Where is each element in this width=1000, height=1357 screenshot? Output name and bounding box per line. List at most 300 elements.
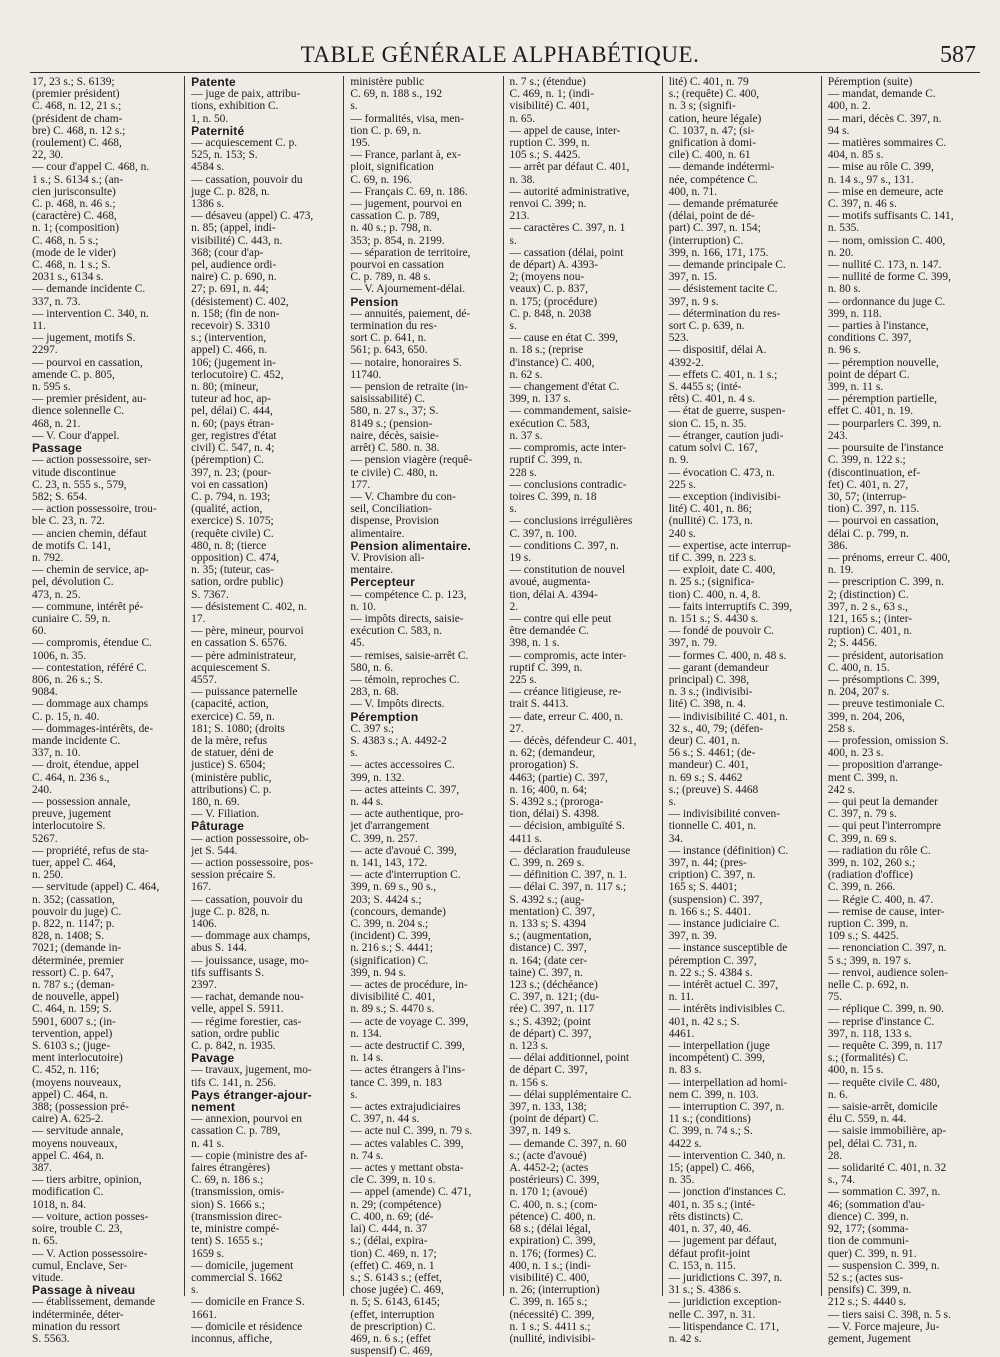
entry-line: — mandat, demande C. (827, 88, 936, 101)
entry-line: 404, n. 85 s. (827, 149, 884, 162)
entry-line: 4584 s. (191, 161, 225, 174)
entry-line: principal) C. 398, (668, 673, 750, 686)
entry-line: — prescription C. 399, n. (827, 576, 944, 589)
entry-line: pourvoi en cassation (350, 259, 444, 272)
entry-line: 75. (827, 991, 843, 1004)
entry-line: visibilité) C. 443, n. (191, 234, 283, 247)
entry-line: 397, n. 44; (pres- (668, 857, 747, 869)
entry-line: — péremption partielle, (827, 393, 937, 406)
entry-line: (péremption) C. (191, 454, 264, 467)
entry-line: — notaire, honoraires S. (350, 356, 463, 369)
entry-line: — commandement, saisie- (509, 405, 632, 418)
entry-line: s.; (acte d'avoué) (509, 1149, 587, 1162)
entry-line: mentation) C. 397, (509, 905, 595, 918)
entry-line: dispense, Provision (350, 515, 439, 528)
entry-line: 225 s. (668, 478, 696, 491)
entry-line: — domicile et résidence (191, 1320, 303, 1333)
entry-line: 2297. (32, 344, 58, 357)
entry-line: dience solennelle C. (32, 405, 125, 418)
entry-line: — péremption nouvelle, (827, 356, 939, 369)
entry-line: 7021; (demande in- (32, 942, 122, 955)
entry-line: mentaire. (350, 564, 394, 577)
entry-line: n. 60; (pays étran- (191, 417, 275, 430)
entry-line: — instance judiciaire C. (668, 918, 780, 931)
entry-line: n. 176; (formes) C. (509, 1247, 597, 1260)
entry-line: 22, 30. (32, 149, 64, 162)
entry-line: — désistement C. 402, n. (191, 600, 307, 613)
entry-line: — action possessoire, trou- (32, 503, 157, 516)
entry-line: S. 6103 s.; (juge- (32, 1040, 111, 1053)
entry-line: (président de cham- (32, 112, 123, 125)
entry-line: attributions) C. p. (191, 783, 272, 796)
entry-line: s. (509, 234, 517, 247)
entry-line: — action possessoire, pos- (191, 857, 314, 869)
entry-line: — compromis, acte inter- (509, 442, 627, 455)
entry-line: S. 4392 s.; (proroga- (509, 795, 604, 808)
entry-line: ment interlocutoire) (32, 1052, 123, 1065)
entry-line: (roulement) C. 468, (32, 137, 122, 150)
entry-line: 5901, 6007 s.; (in- (32, 1015, 116, 1028)
entry-line: — premier président, au- (32, 393, 147, 406)
entry-line: 240. (32, 783, 52, 796)
entry-line: (concours, demande) (350, 905, 446, 918)
entry-line: — acte nul C. 399, n. 79 s. (350, 1125, 473, 1138)
entry-line: 401, n. 37, 40, 46. (668, 1223, 752, 1236)
entry-line: 400, n. 2. (827, 100, 871, 113)
entry-line: élu C. 559, n. 44. (827, 1113, 907, 1126)
entry-line: n. 3 s; (signifi- (668, 100, 736, 113)
entry-line: n. 216 s.; S. 4441; (350, 942, 433, 955)
entry-line: deur) C. 401, n. (668, 734, 741, 747)
entry-line: arrêt) C. 580. n. 38. (350, 442, 440, 455)
entry-line: n. 1 s.; S. 4411 s.; (509, 1320, 591, 1333)
entry-line: 399, n. 102, 260 s.; (827, 857, 916, 869)
entry-line: — ancien chemin, défaut (32, 527, 147, 540)
entry-line: sion C. 15, n. 35. (668, 417, 747, 430)
entry-line: 523. (668, 332, 689, 345)
entry-line: (transmission direc- (191, 1210, 282, 1223)
entry-line: née, compétence C. (668, 173, 758, 186)
entry-line: — France, parlant à, ex- (350, 149, 462, 162)
entry-line: 397, n. 15. (668, 271, 718, 284)
entry-line: — intervention C. 340, n. (668, 1149, 786, 1162)
entry-line: 56 s.; S. 4461; (de- (668, 747, 756, 760)
index-column (30, 76, 184, 1345)
entry-line: — annexion, pourvoi en (191, 1113, 302, 1126)
entry-line: 27; p. 691, n. 44; (191, 283, 269, 296)
entry-line: (signification) C. (350, 954, 429, 967)
entry-line: — dommages-intérêts, de- (32, 722, 154, 735)
entry-line: 399, n. 166, 171, 175. (668, 246, 769, 259)
entry-line: n. 10. (350, 600, 376, 613)
entry-line: 400, n. 71. (668, 185, 718, 198)
entry-line: — remises, saisie-arrêt C. (350, 649, 469, 662)
entry-line: — décision, ambiguïté S. (509, 820, 625, 833)
entry-line: 397, n. 133, 138; (509, 1101, 587, 1114)
entry-line: de prescription) C. (350, 1320, 436, 1333)
entry-line: Péremption (suite) (827, 76, 913, 88)
entry-line: — proposition d'arrange- (827, 759, 943, 772)
entry-line: — désaveu (appel) C. 473, (191, 210, 314, 223)
entry-line: velle, appel S. 5911. (191, 1003, 284, 1016)
entry-line: — indivisibilité conven- (668, 808, 781, 821)
entry-line: 806, n. 26 s.; S. (32, 673, 103, 686)
entry-line: postérieurs) C. 399, (509, 1174, 600, 1187)
entry-line: 32 s., 40, 79; (défen- (668, 722, 764, 735)
entry-line: C. 400, n. s.; (com- (509, 1198, 598, 1211)
entry-line: 225 s. (509, 673, 537, 686)
entry-line: avoué, augmenta- (509, 576, 591, 589)
entry-line: sort C. p. 641, n. (350, 332, 427, 345)
entry-line: C. 23, n. 555 s., 579, (32, 478, 127, 491)
entry-line: — V. Impôts directs. (350, 698, 445, 711)
entry-line: de la mère, refus (191, 734, 268, 747)
entry-line: — jouissance, usage, mo- (191, 954, 309, 967)
entry-line: — établissement, demande (32, 1296, 156, 1309)
entry-line: — dommage aux champs, (191, 930, 311, 943)
entry-line: (mode de le vider) (32, 246, 116, 259)
entry-line: — exploit, date C. 400, (668, 564, 776, 577)
entry-line: C. 397, n. 100. (509, 527, 577, 540)
entry-line: C. p. 848, n. 2038 (509, 307, 592, 320)
entry-line: 388; (possession pré- (32, 1101, 129, 1114)
entry-line: péremption C. 397, (668, 954, 757, 967)
entry-line: — jugement par défaut, (668, 1235, 777, 1248)
entry-line: 11 s.; (conditions) (668, 1113, 751, 1126)
entry-line: tion C. p. 69, n. (350, 124, 422, 137)
entry-line: — preuve testimoniale C. (827, 698, 945, 711)
entry-line: ruption C. 399, n. (509, 137, 590, 150)
entry-line: n. 80 s. (827, 283, 861, 296)
entry-line: s. (350, 100, 358, 113)
entry-line: C. 399, n. 69 s. (827, 832, 897, 845)
entry-line: n. 595 s. (32, 381, 71, 394)
entry-line: tionnelle C. 401, n. (668, 820, 757, 833)
entry-line: 1406. (191, 918, 217, 931)
entry-heading: Passage à niveau (32, 1283, 136, 1298)
entry-line: — motifs suffisants C. 141, (827, 210, 954, 223)
entry-line: 31 s.; S. 4386 s. (668, 1284, 742, 1297)
entry-line: s. (509, 503, 517, 516)
entry-line: (capacité, action, (191, 698, 269, 711)
entry-line: — détermination du res- (668, 307, 781, 320)
entry-line: — contre qui elle peut (509, 612, 612, 625)
entry-line: (désistement) C. 402, (191, 295, 289, 308)
entry-line: nem C. 399, n. 103. (668, 1088, 759, 1101)
entry-line: — nullité de forme C. 399, (827, 271, 951, 284)
entry-line: S. 5563. (32, 1332, 70, 1345)
entry-line: — V. Filiation. (191, 808, 260, 821)
entry-line: 1006, n. 35. (32, 649, 87, 662)
entry-line: appel C. 464, n. (32, 1149, 105, 1162)
entry-line: — mise en demeure, acte (827, 185, 944, 198)
entry-line: (délai, point de dé- (668, 210, 755, 223)
entry-line: — mari, décès C. 397, n. (827, 112, 942, 125)
entry-line: 17, 23 s.; S. 6139; (32, 76, 115, 88)
entry-line: fet) C. 401, n. 27, (827, 478, 909, 491)
entry-line: — domicile en France S. (191, 1296, 305, 1309)
entry-line: — poursuite de l'instance (827, 442, 944, 455)
entry-line: 337, n. 10. (32, 747, 81, 760)
entry-line: 397, n. 39. (668, 930, 718, 943)
entry-line: C. 399, n. 266. (827, 881, 896, 894)
entry-line: 17. (191, 612, 206, 625)
page-title: TABLE GÉNÉRALE ALPHABÉTIQUE. (300, 42, 700, 67)
entry-line: C. 400, n. 15. (827, 661, 890, 674)
entry-line: lité) C. 401, n. 86; (668, 503, 752, 516)
index-columns (30, 75, 980, 1357)
entry-line: n. 250. (32, 869, 64, 882)
entry-line: 181; S. 1080; (droits (191, 722, 285, 735)
entry-line: 582; S. 654. (32, 490, 88, 503)
entry-line: n. 156 s. (509, 1076, 549, 1089)
entry-line: vitude. (32, 1271, 64, 1284)
entry-line: 561; p. 643, 650. (350, 344, 428, 357)
entry-line: — témoin, reproches C. (350, 673, 460, 686)
entry-line: 2031 s., 6134 s. (32, 271, 104, 284)
entry-line: C. 397, n. 121; (du- (509, 991, 600, 1004)
entry-line: (moyens nouveaux, (32, 1076, 122, 1089)
entry-line: — intérêt actuel C. 397, (668, 979, 779, 992)
entry-line: n. 25 s.; (significa- (668, 576, 755, 589)
entry-line: seil, Conciliation- (350, 503, 432, 516)
entry-line: rêts) C. 401, n. 4 s. (668, 393, 756, 406)
entry-line: quer) C. 399, n. 91. (827, 1247, 917, 1260)
entry-line: cuniaire C. 59, n. (32, 612, 111, 625)
entry-line: 399, n. 69 s., 90 s., (350, 881, 437, 894)
entry-line: cien jurisconsulte) (32, 185, 116, 198)
entry-line: — V. Chambre du con- (350, 490, 456, 503)
entry-line: — fondé de pouvoir C. (668, 625, 775, 638)
entry-line: ploit, signification (350, 161, 434, 174)
entry-line: n. 151 s.; S. 4430 s. (668, 612, 759, 625)
entry-line: 397, n. 23; (pour- (191, 466, 271, 479)
entry-line: C. 69, n. 188 s., 192 (350, 88, 443, 101)
entry-line: 401, n. 35 s.; (inté- (668, 1198, 756, 1211)
entry-line: — conclusions irrégulières (509, 515, 633, 528)
entry-line: C. p. 794, n. 193; (191, 490, 271, 503)
entry-line: — action possessoire, ser- (32, 454, 152, 467)
entry-line: C. 153, n. 115. (668, 1259, 736, 1272)
entry-line: 4422 s. (668, 1137, 702, 1150)
entry-line: tif C. 399, n. 223 s. (668, 551, 757, 564)
entry-line: n. 62; (demandeur, (509, 747, 596, 760)
entry-line: n. 141, 143, 172. (350, 857, 428, 869)
entry-line: pensifs) C. 399, n. (827, 1284, 912, 1297)
entry-line: C. 464, n. 236 s., (32, 771, 110, 784)
entry-line: d'instance) C. 400, (509, 356, 595, 369)
entry-line: — définition C. 397, n. 1. (509, 869, 627, 882)
entry-line: — jugement, motifs S. (32, 332, 136, 345)
entry-line: n. 41 s. (191, 1137, 225, 1150)
entry-line: lai) C. 444, n. 37 (350, 1223, 428, 1236)
entry-line: 397, n. 118, 133 s. (827, 1027, 912, 1040)
entry-line: — servitude (appel) C. 464, (32, 881, 160, 894)
entry-line: prorogation) S. (509, 759, 579, 772)
entry-line: (nullité, indivisibi- (509, 1332, 595, 1345)
entry-line: 167. (191, 881, 212, 894)
entry-line: — remise de cause, inter- (827, 905, 945, 918)
entry-line: 195. (350, 137, 371, 150)
entry-line: 1, n. 50. (191, 112, 229, 125)
entry-line: veaux) C. p. 837, (509, 283, 588, 296)
entry-line: de départ) A. 4393- (509, 259, 599, 272)
entry-line: (nécessité) C. 399, (509, 1308, 595, 1321)
entry-line: n. 166 s.; S. 4401. (668, 905, 751, 918)
entry-line: — interruption C. 397, n. (668, 1101, 785, 1114)
entry-line: 45. (350, 637, 365, 650)
entry-line: C. 400, n. 69; (dé- (350, 1210, 434, 1223)
entry-line: — demande prématurée (668, 198, 779, 211)
entry-line: — interpellation (juge (668, 1040, 770, 1053)
entry-line: — pourvoi en cassation, (827, 515, 939, 528)
entry-line: — changement d'état C. (509, 381, 620, 394)
entry-line: 1386 s. (191, 198, 225, 211)
entry-line: — évocation C. 473, n. (668, 466, 775, 479)
entry-line: nelle C. p. 692, n. (827, 979, 909, 992)
entry-line: tion, délai) S. 4398. (509, 808, 600, 821)
entry-line: 9084. (32, 686, 58, 699)
index-column (503, 76, 662, 1345)
entry-line: 399, n. 94 s. (350, 966, 407, 979)
entry-line: n. 26; (interruption) (509, 1284, 600, 1297)
entry-line: — appel (amende) C. 471, (350, 1186, 472, 1199)
entry-line: soire, trouble C. 23, (32, 1223, 123, 1236)
entry-line: 469, n. 6 s.; (effet (350, 1332, 431, 1345)
entry-line: — instance (définition) C. (668, 844, 789, 857)
entry-line: 397, n. 79. (668, 637, 718, 650)
entry-line: — formes C. 400, n. 48 s. (668, 649, 787, 662)
entry-heading: Péremption (350, 709, 419, 724)
entry-line: 30, 57; (interrup- (827, 490, 906, 503)
entry-line: — requête civile C. 480, (827, 1076, 940, 1089)
entry-line: 580, n. 27 s., 37; S. (350, 405, 439, 418)
entry-line: — nom, omission C. 400, (827, 234, 946, 247)
entry-line: 106; (jugement in- (191, 356, 276, 369)
entry-line: (incident) C. 399, (350, 930, 431, 943)
entry-line: incompétent) C. 399, (668, 1052, 765, 1065)
entry-line: cassation C. p. 789, (191, 1125, 281, 1138)
entry-line: jet d'arrangement (350, 820, 430, 833)
entry-line: trait S. 4413. (509, 698, 569, 711)
entry-line: — litispendance C. 171, (668, 1320, 780, 1333)
entry-heading: Pension alimentaire. (350, 538, 472, 553)
entry-line: 19 s. (509, 551, 532, 564)
entry-line: acquiescement S. (191, 661, 271, 674)
entry-line: C. p. 468, n. 46 s.; (32, 198, 116, 211)
entry-line: modification C. (32, 1186, 104, 1199)
entry-line: — parties à l'instance, (827, 320, 929, 333)
entry-line: C. 468, n. 1 s.; S. (32, 259, 111, 272)
entry-line: 27. (509, 722, 524, 735)
entry-line: — interpellation ad homi- (668, 1076, 788, 1089)
entry-line: s., 74. (827, 1174, 856, 1187)
entry-line: — action possessoire, ob- (191, 832, 309, 845)
entry-line: pel, audience ordi- (191, 259, 277, 272)
entry-line: amende C. p. 805, (32, 368, 115, 381)
entry-line: 121, 165 s.; (inter- (827, 612, 913, 625)
entry-line: 353; p. 854, n. 2199. (350, 234, 445, 247)
entry-line: n. 535. (827, 222, 860, 235)
entry-line: 165 s; S. 4401; (668, 881, 738, 894)
entry-line: recevoir) S. 3310 (191, 320, 270, 333)
entry-line: — acquiescement C. p. (191, 137, 298, 150)
entry-line: ble C. 23, n. 72. (32, 515, 105, 528)
entry-line: 180, n. 69. (191, 795, 240, 808)
entry-line: opposition) C. 474, (191, 551, 280, 564)
entry-line: tance C. 399, n. 183 (350, 1076, 442, 1089)
entry-line: — étranger, caution judi- (668, 429, 784, 442)
entry-line: — cassation (délai, point (509, 246, 624, 259)
entry-line: sort C. p. 639, n. (668, 320, 745, 333)
entry-line: 473, n. 25. (32, 588, 81, 601)
entry-line: n. 792. (32, 551, 64, 564)
entry-line: divisibilité C. 401, (350, 991, 436, 1004)
entry-line: 283, n. 68. (350, 686, 399, 699)
entry-line: n. 6. (827, 1088, 848, 1101)
entry-line: cumul, Enclave, Ser- (32, 1259, 128, 1272)
entry-line: n. 204, 207 s. (827, 686, 890, 699)
entry-line: termination du res- (350, 320, 438, 333)
entry-line: — désistement tacite C. (668, 283, 778, 296)
entry-line: n. 89 s.; S. 4470 s. (350, 1003, 435, 1016)
entry-line: appel) C. 464, n. (32, 1088, 108, 1101)
entry-line: vitude discontinue (32, 466, 116, 479)
entry-line: — suspension C. 399, n. (827, 1259, 940, 1272)
entry-line: — garant (demandeur (668, 661, 769, 674)
entry-line: juge C. p. 828, n. (191, 185, 270, 198)
entry-line: gnification à domi- (668, 137, 756, 150)
entry-line: ruption) C. 401, n. (827, 625, 913, 638)
entry-line: ger, registres d'état (191, 429, 277, 442)
entry-heading: nement (191, 1100, 236, 1115)
entry-line: — séparation de territoire, (350, 246, 471, 259)
entry-line: 105 s.; S. 4425. (509, 149, 581, 162)
entry-line: — présomptions C. 399, (827, 673, 940, 686)
entry-line: 46; (sommation d'au- (827, 1198, 925, 1211)
entry-line: n. 19. (827, 564, 854, 577)
index-column (821, 76, 980, 1345)
entry-line: — pension de retraite (in- (350, 381, 469, 394)
entry-line: — actes accessoires C. (350, 759, 455, 772)
entry-line: C. 468, n. 12, 21 s.; (32, 100, 122, 113)
entry-line: — compromis, étendue C. (32, 637, 152, 650)
entry-line: S. 4383 s.; A. 4492-2 (350, 734, 447, 747)
entry-line: indéterminée, déter- (32, 1308, 124, 1321)
entry-line: 8149 s.; (pension- (350, 417, 433, 430)
entry-line: (effet, interruption (350, 1308, 435, 1321)
entry-line: — V. Ajournement-délai. (350, 283, 466, 296)
entry-line: s.; (délai, expira- (350, 1235, 428, 1248)
index-column (662, 76, 821, 1345)
entry-line: 228 s. (509, 466, 537, 479)
entry-line: tion de communi- (827, 1235, 909, 1248)
entry-line: 399, n. 118. (827, 307, 882, 320)
entry-line: n. 35. (668, 1174, 695, 1187)
entry-line: délai C. p. 799, n. (827, 527, 909, 540)
entry-line: S. 4455 s; (inté- (668, 381, 742, 394)
entry-line: s.; (intervention, (191, 332, 267, 345)
entry-line: — travaux, jugement, mo- (191, 1064, 312, 1077)
entry-line: — requête C. 399, n. 117 (827, 1040, 943, 1053)
entry-line: en cassation S. 6576. (191, 637, 288, 650)
entry-line: — juridictions C. 397, n. (668, 1271, 783, 1284)
entry-line: C. 399, n. 204 s.; (350, 918, 429, 931)
entry-line: — acte d'interruption C. (350, 869, 461, 882)
entry-line: — cause en état C. 399, (509, 332, 619, 345)
entry-line: C. 69, n. 186 s.; (191, 1174, 264, 1187)
entry-line: — commune, intérêt pé- (32, 600, 144, 613)
